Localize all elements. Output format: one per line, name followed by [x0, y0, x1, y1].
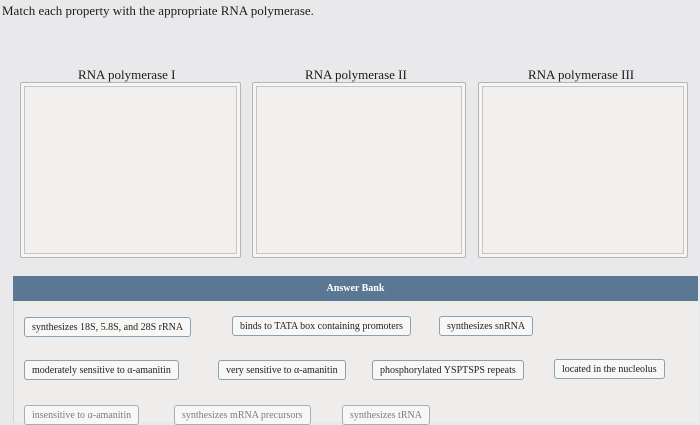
answer-chip[interactable]: synthesizes snRNA — [439, 316, 533, 336]
answer-chip[interactable]: located in the nucleolus — [554, 359, 665, 379]
answer-bank-body — [13, 301, 698, 422]
answer-chip[interactable]: moderately sensitive to α-amanitin — [24, 360, 179, 380]
answer-chip[interactable]: synthesizes tRNA — [342, 405, 430, 425]
answer-bank-header: Answer Bank — [13, 276, 698, 301]
answer-chip[interactable]: very sensitive to α-amanitin — [218, 360, 346, 380]
answer-chip[interactable]: insensitive to α-amanitin — [24, 405, 139, 425]
answer-chip[interactable]: synthesizes 18S, 5.8S, and 28S rRNA — [24, 317, 191, 337]
category-title-pol-3: RNA polymerase III — [528, 67, 635, 82]
answer-chip[interactable]: synthesizes mRNA precursors — [174, 405, 311, 425]
drop-zone-pol-2[interactable] — [252, 82, 466, 258]
answer-chip[interactable]: phosphorylated YSPTSPS repeats — [372, 360, 524, 380]
category-title-pol-1: RNA polymerase I — [78, 67, 176, 82]
question-prompt: Match each property with the appropriate RNA polymerase. — [2, 3, 314, 18]
drop-zone-pol-3[interactable] — [478, 82, 688, 258]
category-title-pol-2: RNA polymerase II — [305, 67, 407, 82]
drop-zone-pol-1[interactable] — [20, 82, 241, 258]
answer-chip[interactable]: binds to TATA box containing promoters — [232, 316, 411, 336]
answer-bank — [13, 276, 698, 422]
